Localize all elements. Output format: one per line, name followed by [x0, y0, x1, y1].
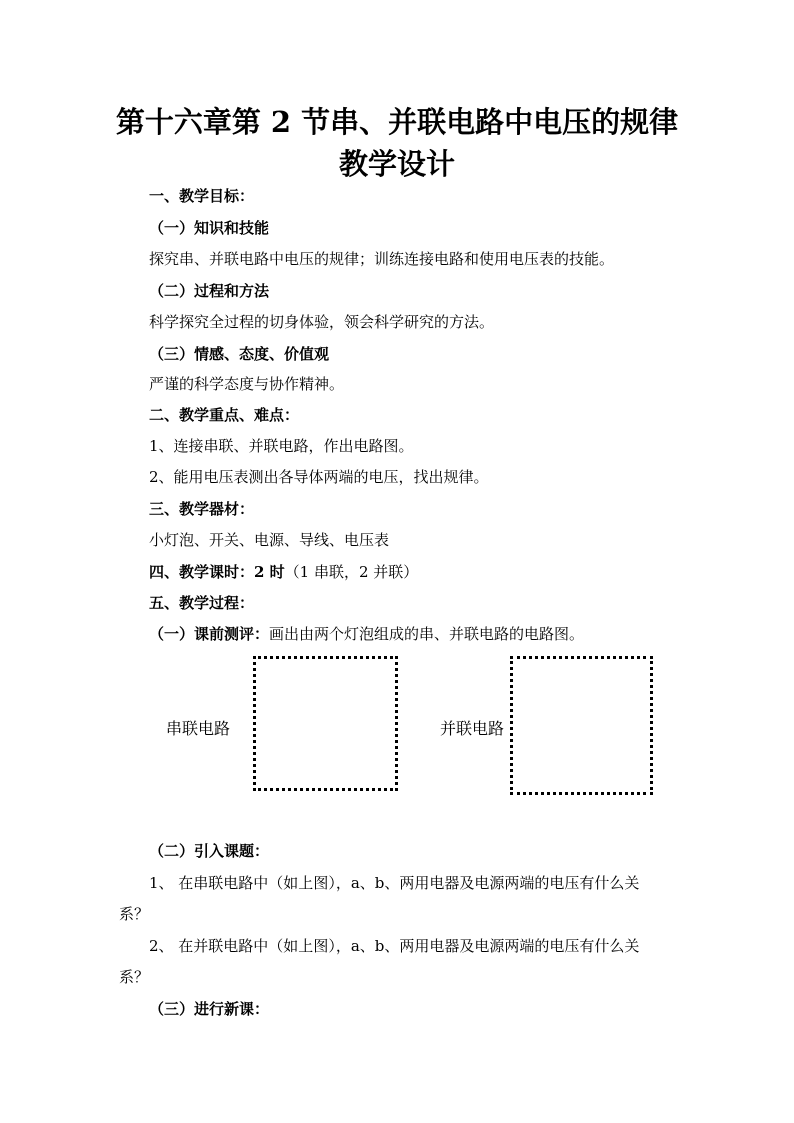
section-4-line — [149, 562, 418, 582]
page-title: 第十六章第 2 节串、并联电路中电压的规律 — [115, 105, 679, 139]
question-2-line-2: 系？ — [119, 968, 150, 986]
question-1-line-2: 系？ — [119, 905, 150, 923]
section-1-sub-1-text: 探究串、并联电路中电压的规律；训练连接电路和使用电压表的技能。 — [149, 250, 615, 268]
section-4-detail: （1 串联，2 并联） — [284, 563, 419, 581]
section-5-sub-1-label: （一）课前测评： — [149, 625, 270, 643]
section-2-item-1: 1、连接串联、并联电路，作出电路图。 — [149, 437, 414, 455]
section-1-sub-1: （一）知识和技能 — [149, 219, 270, 237]
question-2-line-1: 2、 在并联电路中（如上图），a、b、两用电器及电源两端的电压有什么关 — [149, 937, 640, 955]
series-circuit-label: 串联电路 — [166, 719, 231, 738]
parallel-circuit-drawing-box — [510, 656, 653, 795]
section-3-text: 小灯泡、开关、电源、导线、电压表 — [149, 531, 390, 549]
parallel-circuit-label: 并联电路 — [440, 719, 505, 738]
page-subtitle: 教学设计 — [338, 147, 455, 181]
section-3-heading: 三、教学器材： — [149, 500, 255, 518]
section-5-sub-1-text: 画出由两个灯泡组成的串、并联电路的电路图。 — [269, 625, 585, 643]
section-2-heading: 二、教学重点、难点： — [149, 406, 300, 424]
section-1-sub-2-text: 科学探究全过程的切身体验，领会科学研究的方法。 — [149, 313, 495, 331]
section-5-heading: 五、教学过程： — [149, 594, 255, 612]
section-5-sub-3: （三）进行新课： — [149, 1000, 270, 1018]
section-4-heading: 四、教学课时：2 时 — [149, 563, 285, 581]
section-1-sub-2: （二）过程和方法 — [149, 282, 270, 300]
question-1-line-1: 1、 在串联电路中（如上图），a、b、两用电器及电源两端的电压有什么关 — [149, 874, 640, 892]
series-circuit-drawing-box — [253, 656, 398, 791]
section-5-sub-2: （二）引入课题： — [149, 842, 270, 860]
section-5-sub-1-line — [149, 624, 584, 644]
section-1-sub-3-text: 严谨的科学态度与协作精神。 — [149, 375, 345, 393]
section-2-item-2: 2、能用电压表测出各导体两端的电压，找出规律。 — [149, 468, 489, 486]
section-1-heading: 一、教学目标： — [149, 187, 255, 205]
section-1-sub-3: （三）情感、态度、价值观 — [149, 345, 330, 363]
